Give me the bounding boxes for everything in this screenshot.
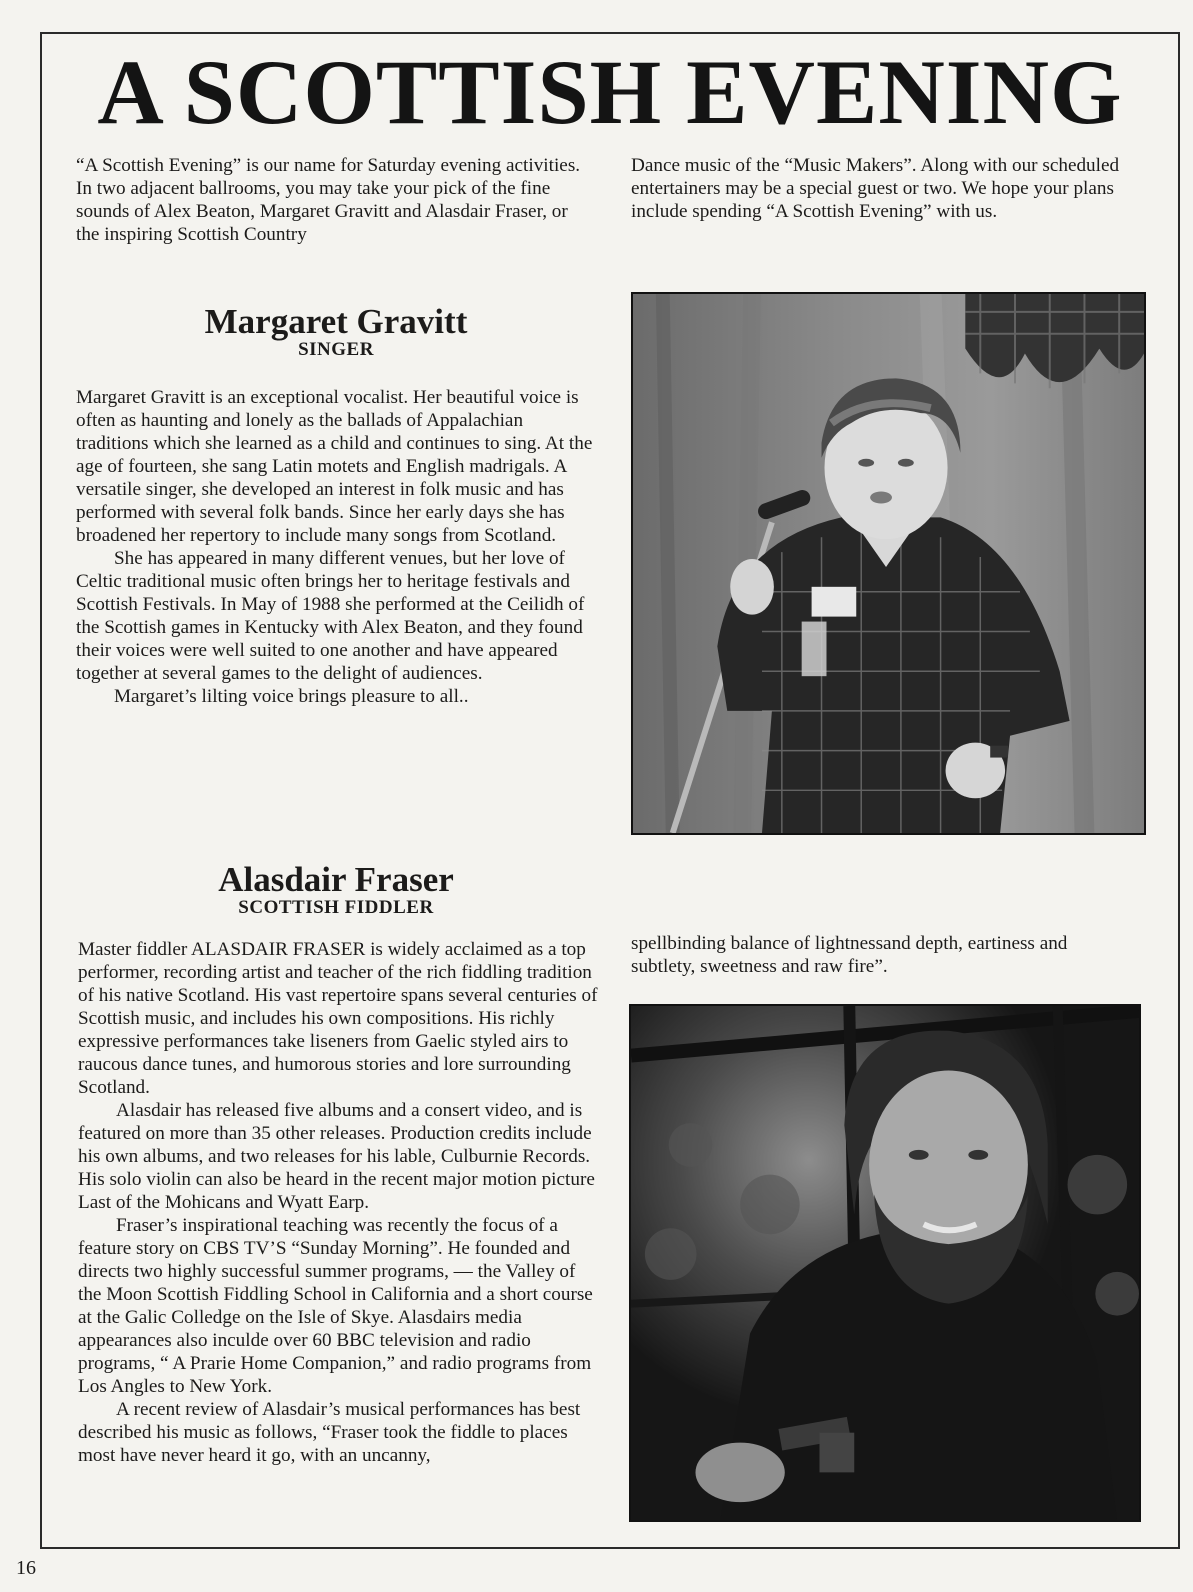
alasdair-paragraph: A recent review of Alasdair’s musical performances has best described his music as follows, “Fraser took the fiddle to places most have never heard it go, with an uncanny, [78,1399,581,1466]
margaret-paragraph: Margaret Gravitt is an exceptional vocalist. Her beautiful voice is often as haunting and lonely as the ballads of Appalachian traditions which she learned as a child and continues to sing. At the age of fourteen, she sang Latin motets and English madrigals. A versatile singer, she developed an interest in folk music and has performed with several folk bands. Since her early days she has broadened her repertory to include many songs from Scotland. [76,387,593,546]
alasdair-role: SCOTTISH FIDDLER [238,897,434,918]
alasdair-photo [629,1004,1141,1522]
fiddler-photo-image [631,1006,1139,1520]
alasdair-bio-continued [631,932,1131,978]
intro-left-text: “A Scottish Evening” is our name for Saturday evening activities. In two adjacent ballrooms, you may take your pick of the fine sounds of Alex Beaton, Margaret Gravitt and Alasdair Fraser, or the inspiring Scottish Country [76,155,581,245]
margaret-name: Margaret Gravitt [204,302,468,341]
page-title: A SCOTTISH EVENING [97,41,1123,143]
margaret-paragraph: She has appeared in many different venues, but her love of Celtic traditional music often brings her to heritage festivals and Scottish Festivals. In May of 1988 she performed at the Ceilidh of the Scottish games in Kentucky with Alex Beaton, and they found their voices were well suited to one another and have appeared together at several games to the delight of audiences. [76,548,585,684]
alasdair-continuation: spellbinding balance of lightnessand depth, eartiness and subtlety, sweetness and raw fire”. [631,933,1068,977]
alasdair-paragraph: Fraser’s inspirational teaching was recently the focus of a feature story on CBS TV’S “Sunday Morning”. He founded and directs two highly successful summer programs, — the Valley of the Moon Scottish Fiddling School in California and a short course at the Galic Colledge on the Isle of Skye. Alasdairs media appearances also inculde over 60 BBC television and radio programs, “ A Prarie Home Companion,” and radio programs from Los Angles to New York. [78,1215,593,1397]
alasdair-bio [78,938,598,1467]
margaret-bio [76,386,594,708]
page-number: 16 [16,1557,36,1579]
intro-right-column [631,154,1141,223]
alasdair-paragraph: Alasdair has released five albums and a consert video, and is featured on more than 35 other releases. Production credits include his own albums, and two releases for his lable, Culburnie Records. His solo violin can also be heard in the recent major motion picture Last of the Mohicans and Wyatt Earp. [78,1100,595,1213]
alasdair-paragraph: Master fiddler ALASDAIR FRASER is widely acclaimed as a top performer, recording artist and teacher of the rich fiddling tradition of his native Scotland. His vast repertoire spans several centuries of Scottish music, and includes his own compositions. His richly expressive performances take liseners from Gaelic styled airs to raucous dance tunes, and humorous stories and lore surrounding Scotland. [78,939,598,1098]
singer-photo-image [633,294,1144,833]
alasdair-heading [76,862,596,918]
margaret-role: SINGER [298,339,374,360]
margaret-photo [631,292,1146,835]
alasdair-name: Alasdair Fraser [218,860,454,899]
intro-left-column [76,154,581,246]
margaret-heading [76,304,596,360]
margaret-paragraph: Margaret’s lilting voice brings pleasure to all.. [114,686,469,707]
intro-right-text: Dance music of the “Music Makers”. Along with our scheduled entertainers may be a special guest or two. We hope your plans include spending “A Scottish Evening” with us. [631,155,1120,222]
